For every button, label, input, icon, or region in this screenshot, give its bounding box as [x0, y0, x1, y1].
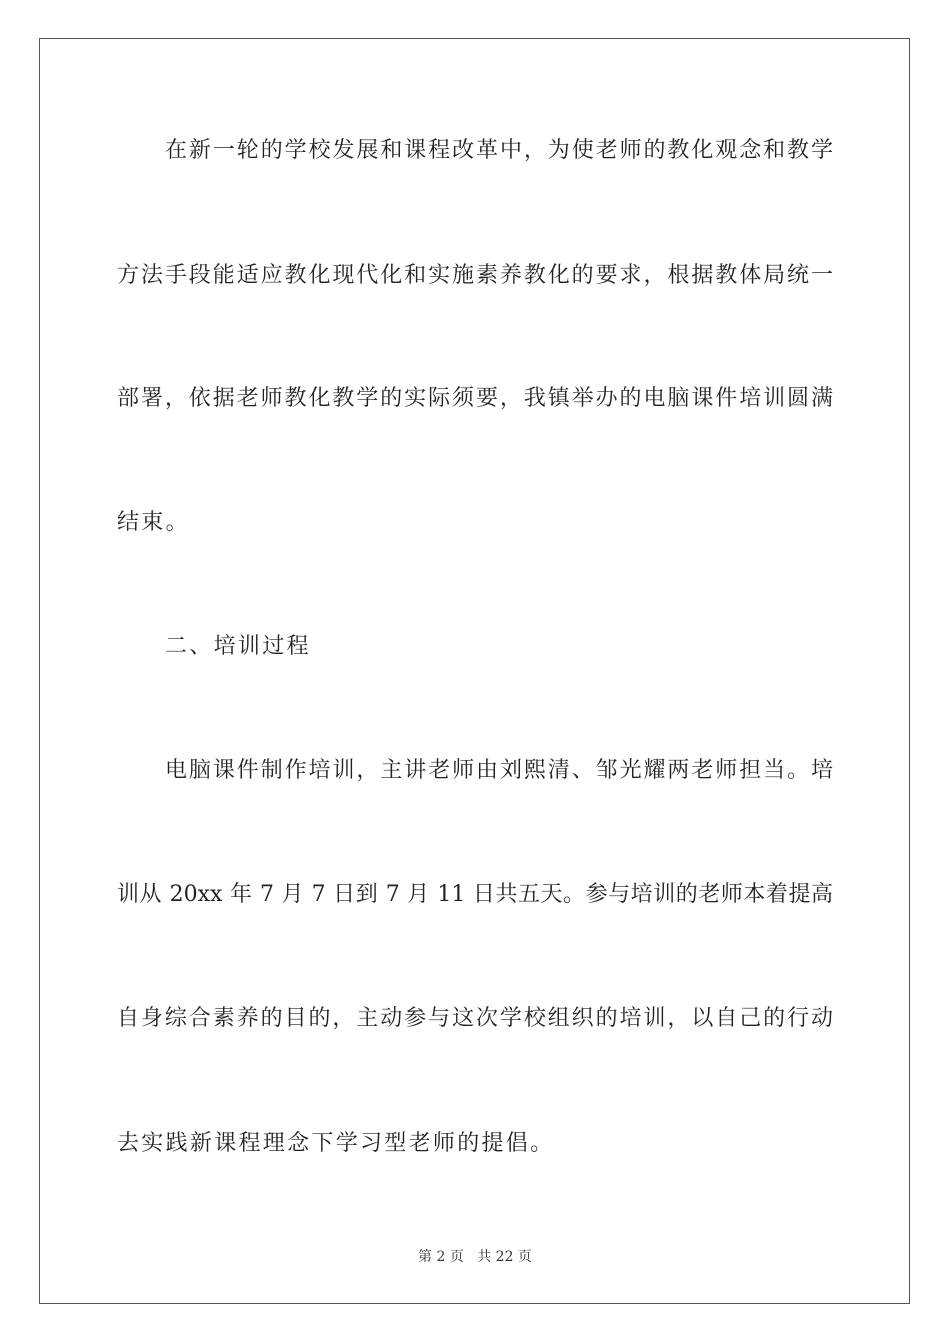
paragraph-2-line-1: 电脑课件制作培训，主讲老师由刘熙清、邹光耀两老师担当。培 [165, 758, 833, 783]
page-total: 共 22 页 [477, 1249, 532, 1265]
paragraph-1-line-3: 部署，依据老师教化教学的实际须要，我镇举办的电脑课件培训圆满 [117, 386, 833, 411]
page-footer [0, 1248, 950, 1266]
paragraph-2-line-4: 去实践新课程理念下学习型老师的提倡。 [117, 1131, 555, 1156]
paragraph-2-line-3: 自身综合素养的目的，主动参与这次学校组织的培训，以自己的行动 [117, 1006, 833, 1031]
paragraph-1-line-2: 方法手段能适应教化现代化和实施素养教化的要求，根据教体局统一 [117, 263, 833, 288]
paragraph-2-line-2: 训从 20xx 年 7 月 7 日到 7 月 11 日共五天。参与培训的老师本着提高 [117, 882, 833, 907]
paragraph-1-line-4: 结束。 [117, 510, 190, 535]
paragraph-1-line-1: 在新一轮的学校发展和课程改革中，为使老师的教化观念和教学 [165, 138, 833, 163]
section-heading: 二、培训过程 [165, 634, 311, 659]
page-number: 第 2 页 [418, 1249, 464, 1265]
page-frame [39, 38, 910, 1304]
